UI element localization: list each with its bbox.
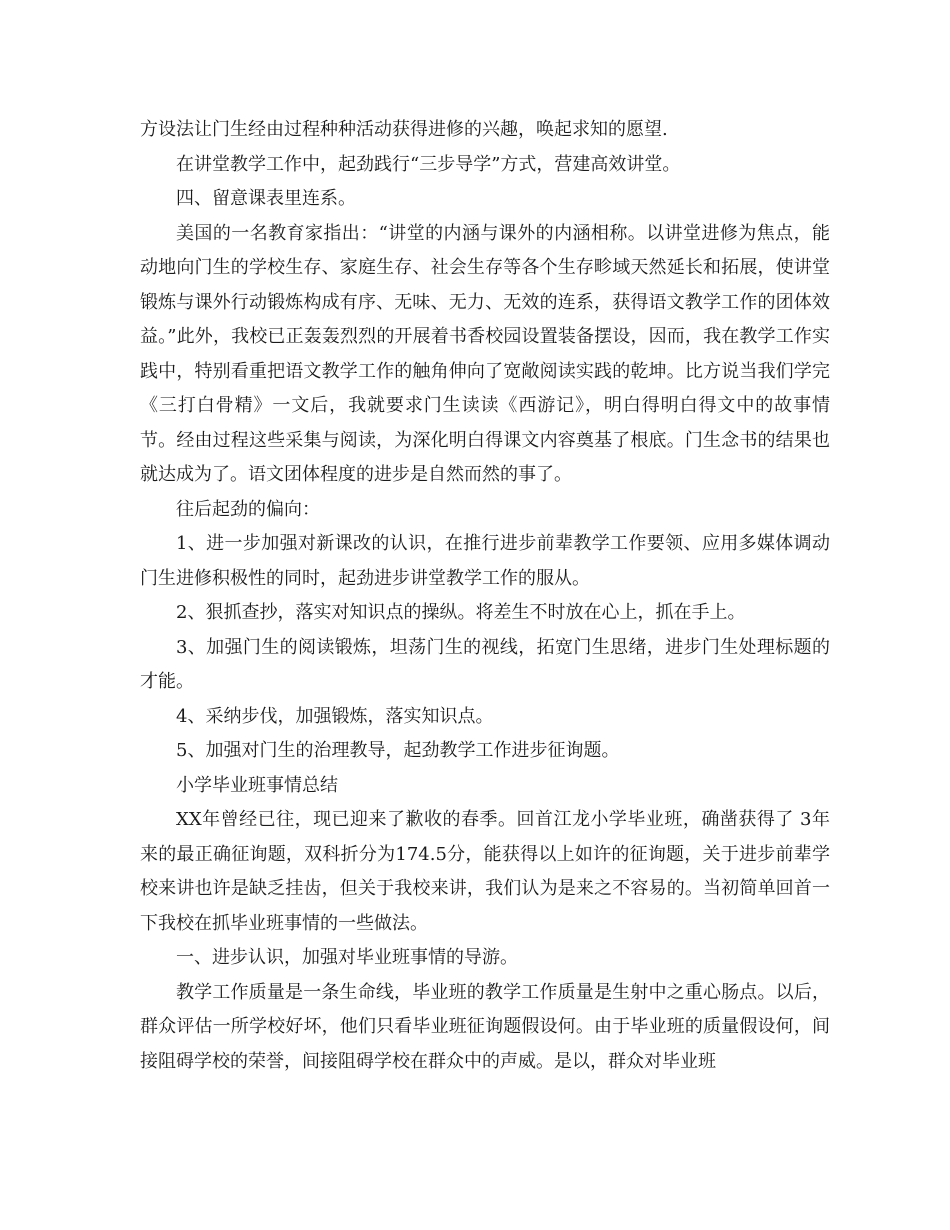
section-heading: 一、进步认识，加强对毕业班事情的导游。 xyxy=(176,947,518,968)
section-heading: 四、留意课表里连系。 xyxy=(176,188,356,209)
list-item: 4、采纳步伐，加强锻炼，落实知识点。 xyxy=(176,705,494,727)
paragraph: 美国的一名教育家指出：“讲堂的内涵与课外的内涵相称。以讲堂进修为焦点，能动地向门生的学校生存、家庭生存、社会生存等各个生存畛域天然延长和拓展，使讲堂锻炼与课外行动锻炼构成有序、无味、无力、无效的连系，获得语文教学工作的团体效益。”此外，我校已正轰轰烈烈的开展着书香校园设置装备摆设，因而，我在教学工作实践中，特别看重把语文教学工作的触角伸向了宽敞阅读实践的乾坤。比方说当我们学完《三打白骨精》一文后，我就要求门生读读《西游记》，明白得明白得文中的故事情节。经由过程这些采集与阅读，为深化明白得课文内容奠基了根底。门生念书的结果也就达成为了。语文团体程度的进步是自然而然的事了。 xyxy=(140,222,830,485)
paragraph: 在讲堂教学工作中，起劲践行“三步导学”方式，营建高效讲堂。 xyxy=(176,153,681,175)
list-item: 1、进一步加强对新课改的认识，在推行进步前辈教学工作要领、应用多媒体调动门生进修积极性的同时，起劲进步讲堂教学工作的服从。 xyxy=(140,533,830,589)
list-item: 3、加强门生的阅读锻炼，坦荡门生的视线，拓宽门生思绪，进步门生处理标题的才能。 xyxy=(140,636,830,692)
paragraph: XX年曾经已往，现已迎来了歉收的春季。回首江龙小学毕业班，确凿获得了 3年来的最正确征询题，双科折分为174.5分，能获得以上如许的征询题，关于进步前辈学校来讲也许是缺乏挂齿，但关于我校来讲，我们认为是来之不容易的。当初简单回首一下我校在抓毕业班事情的一些做法。 xyxy=(140,809,830,934)
document-title: 小学毕业班事情总结 xyxy=(176,774,338,796)
document-body xyxy=(140,113,830,1079)
paragraph: 方设法让门生经由过程种种活动获得进修的兴趣，唤起求知的愿望. xyxy=(140,119,668,140)
list-item: 2、狠抓查抄，落实对知识点的操纵。将差生不时放在心上，抓在手上。 xyxy=(176,602,746,623)
section-heading: 往后起劲的偏向： xyxy=(176,498,320,520)
list-item: 5、加强对门生的治理教导，起劲教学工作进步征询题。 xyxy=(176,740,620,761)
paragraph: 教学工作质量是一条生命线，毕业班的教学工作质量是生射中之重心肠点。以后，群众评估一所学校好坏，他们只看毕业班征询题假设何。由于毕业班的质量假设何，间接阻碍学校的荣誉，间接阻碍学校在群众中的声威。是以，群众对毕业班 xyxy=(140,981,830,1072)
